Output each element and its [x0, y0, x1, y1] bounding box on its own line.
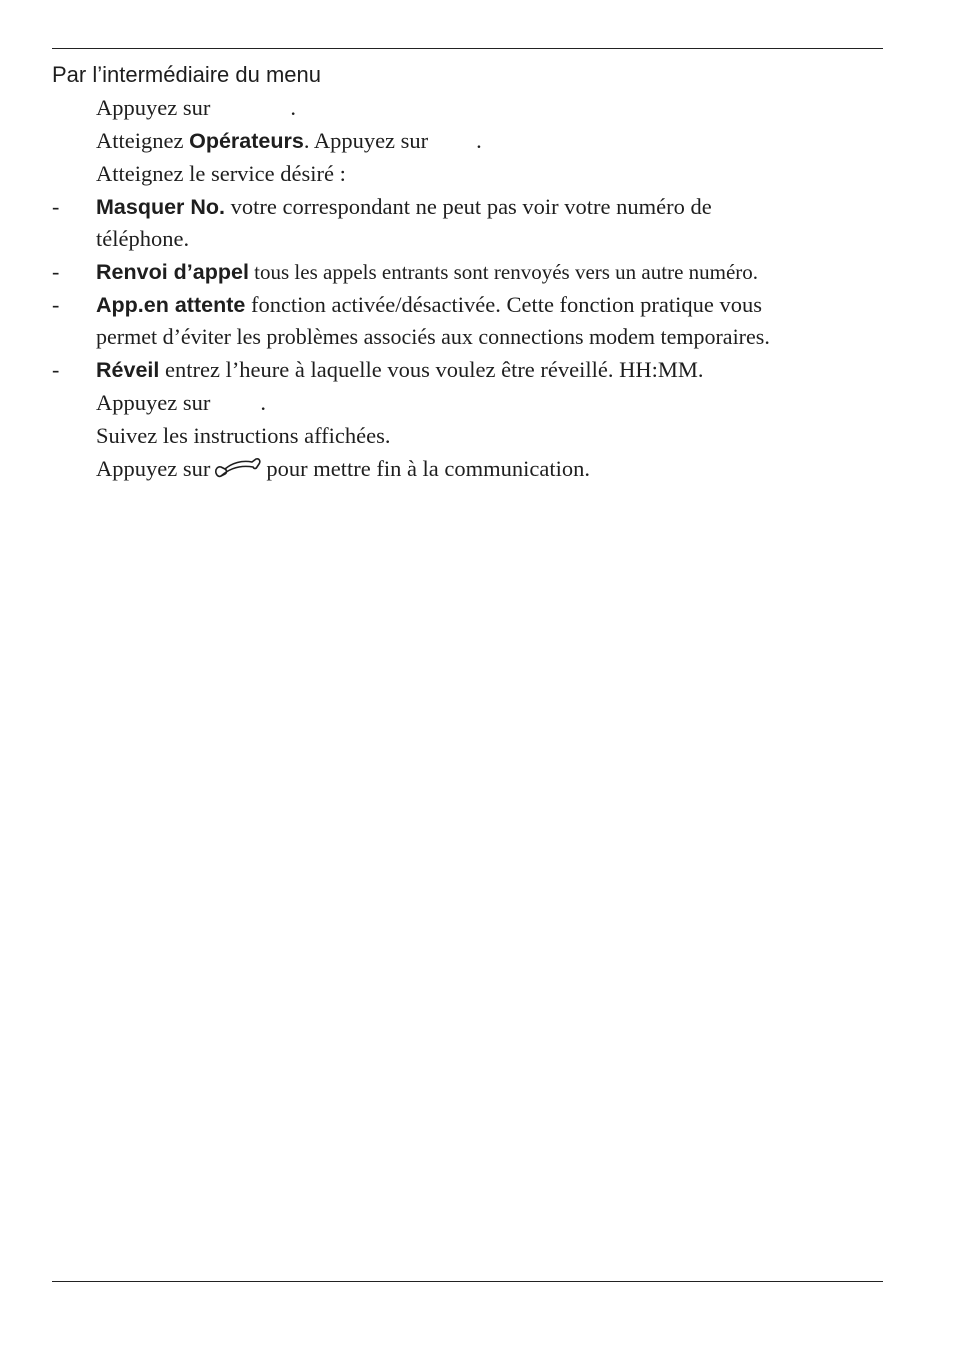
- bottom-rule: [52, 1281, 883, 1282]
- operators-menu-label: Opérateurs: [189, 129, 304, 153]
- service-description: entrez l’heure à laquelle vous voulez être réveillé. HH:MM.: [159, 357, 704, 382]
- step-text: Appuyez sur: [96, 456, 211, 481]
- section-heading: Par l’intermédiaire du menu: [52, 62, 322, 87]
- service-description: tous les appels entrants sont renvoyés vers un autre numéro.: [248, 260, 759, 284]
- service-item-renvoi: [96, 257, 758, 287]
- step-period: .: [476, 128, 482, 153]
- service-name: Réveil: [96, 358, 160, 382]
- top-rule: [52, 48, 883, 49]
- handset-end-call-icon: [212, 454, 262, 480]
- list-dash: -: [52, 194, 60, 219]
- step-text: Appuyez sur: [96, 95, 211, 120]
- step-follow-instructions: Suivez les instructions affichées.: [96, 423, 391, 448]
- step-press-menu: [96, 93, 296, 123]
- step-end-call: [96, 454, 590, 484]
- service-item-reveil: [96, 355, 704, 385]
- list-dash: -: [52, 259, 60, 284]
- step-text: Appuyez sur: [96, 390, 211, 415]
- step-period: .: [260, 390, 266, 415]
- list-dash: -: [52, 292, 60, 317]
- service-description-cont: permet d’éviter les problèmes associés aux connections modem temporaires.: [96, 324, 770, 349]
- service-item-attente: [96, 290, 762, 320]
- step-reach-operators: [96, 126, 482, 156]
- step-period: .: [290, 95, 296, 120]
- service-name: Renvoi d’appel: [96, 260, 249, 284]
- step-press-confirm: [96, 388, 266, 418]
- step-text: Atteignez: [96, 128, 190, 153]
- service-description: votre correspondant ne peut pas voir votre numéro de: [225, 194, 712, 219]
- service-name: App.en attente: [96, 293, 246, 317]
- step-reach-service: Atteignez le service désiré :: [96, 161, 346, 186]
- service-name: Masquer No.: [96, 195, 226, 219]
- service-item-masquer: [96, 192, 712, 222]
- service-description: fonction activée/désactivée. Cette fonction pratique vous: [245, 292, 763, 317]
- service-description-cont: téléphone.: [96, 226, 190, 251]
- step-text-end: pour mettre fin à la communication.: [266, 456, 591, 481]
- list-dash: -: [52, 357, 60, 382]
- step-text-press: . Appuyez sur: [303, 128, 429, 153]
